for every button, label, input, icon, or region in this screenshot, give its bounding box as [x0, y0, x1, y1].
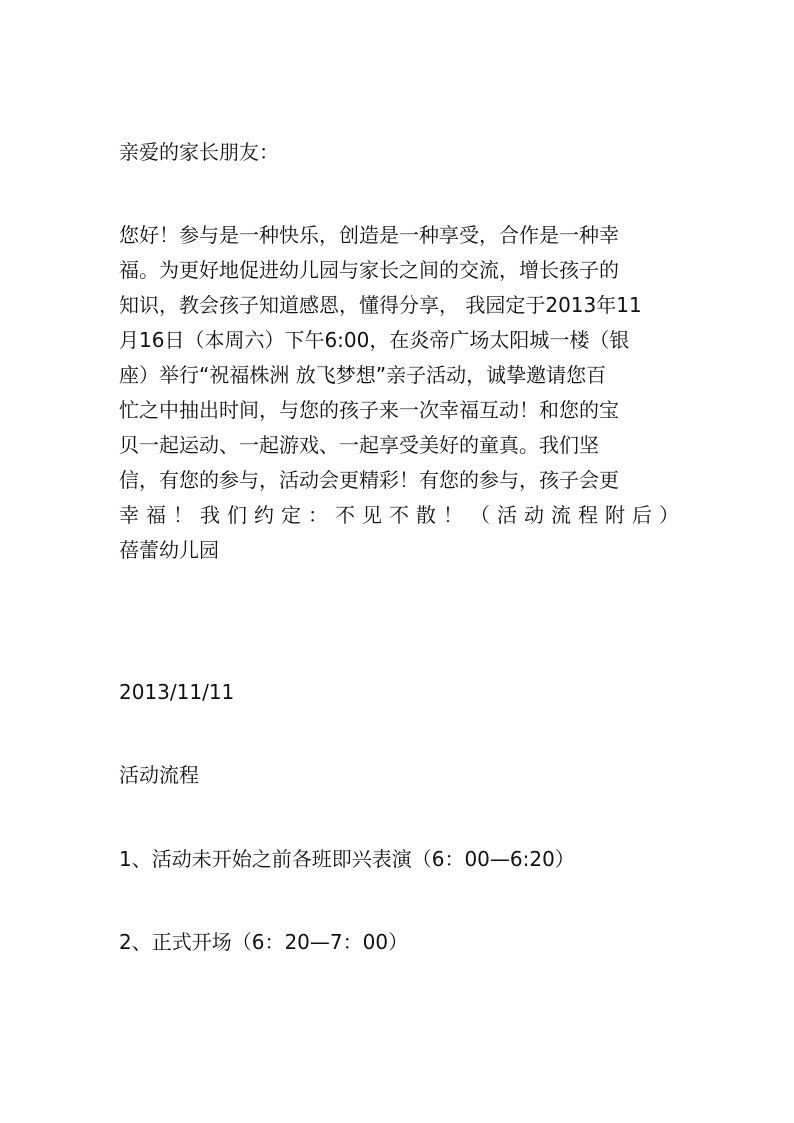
invitation-paragraph	[119, 218, 679, 568]
paragraph-line: 您好！参与是一种快乐，创造是一种享受，合作是一种幸	[119, 223, 619, 247]
greeting: 亲爱的家长朋友：	[119, 140, 279, 164]
paragraph-line: 月16日（本周六）下午6:00，在炎帝广场太阳城一楼（银	[119, 328, 630, 352]
signature-kindergarten: 蓓蕾幼儿园	[119, 538, 219, 562]
paragraph-line: 贝一起运动、一起游戏、一起享受美好的童真。我们坚	[119, 433, 599, 457]
schedule-step: 1、活动未开始之前各班即兴表演（6：00—6:20）	[119, 847, 575, 871]
paragraph-line: 座）举行“祝福株洲 放飞梦想”亲子活动，诚挚邀请您百	[119, 363, 607, 387]
schedule-step: 2、正式开场（6：20—7：00）	[119, 930, 409, 954]
paragraph-line: 信，有您的参与，活动会更精彩！有您的参与，孩子会更	[119, 468, 619, 492]
paragraph-line: 福。为更好地促进幼儿园与家长之间的交流，增长孩子的	[119, 258, 619, 282]
paragraph-line: 幸福！我们约定：不见不散！（活动流程附后）	[119, 503, 679, 527]
letter-date: 2013/11/11	[119, 680, 235, 704]
paragraph-line: 忙之中抽出时间，与您的孩子来一次幸福互动！和您的宝	[119, 398, 619, 422]
section-title: 活动流程	[119, 763, 199, 787]
paragraph-line: 知识，教会孩子知道感恩，懂得分享， 我园定于2013年11	[119, 293, 642, 317]
